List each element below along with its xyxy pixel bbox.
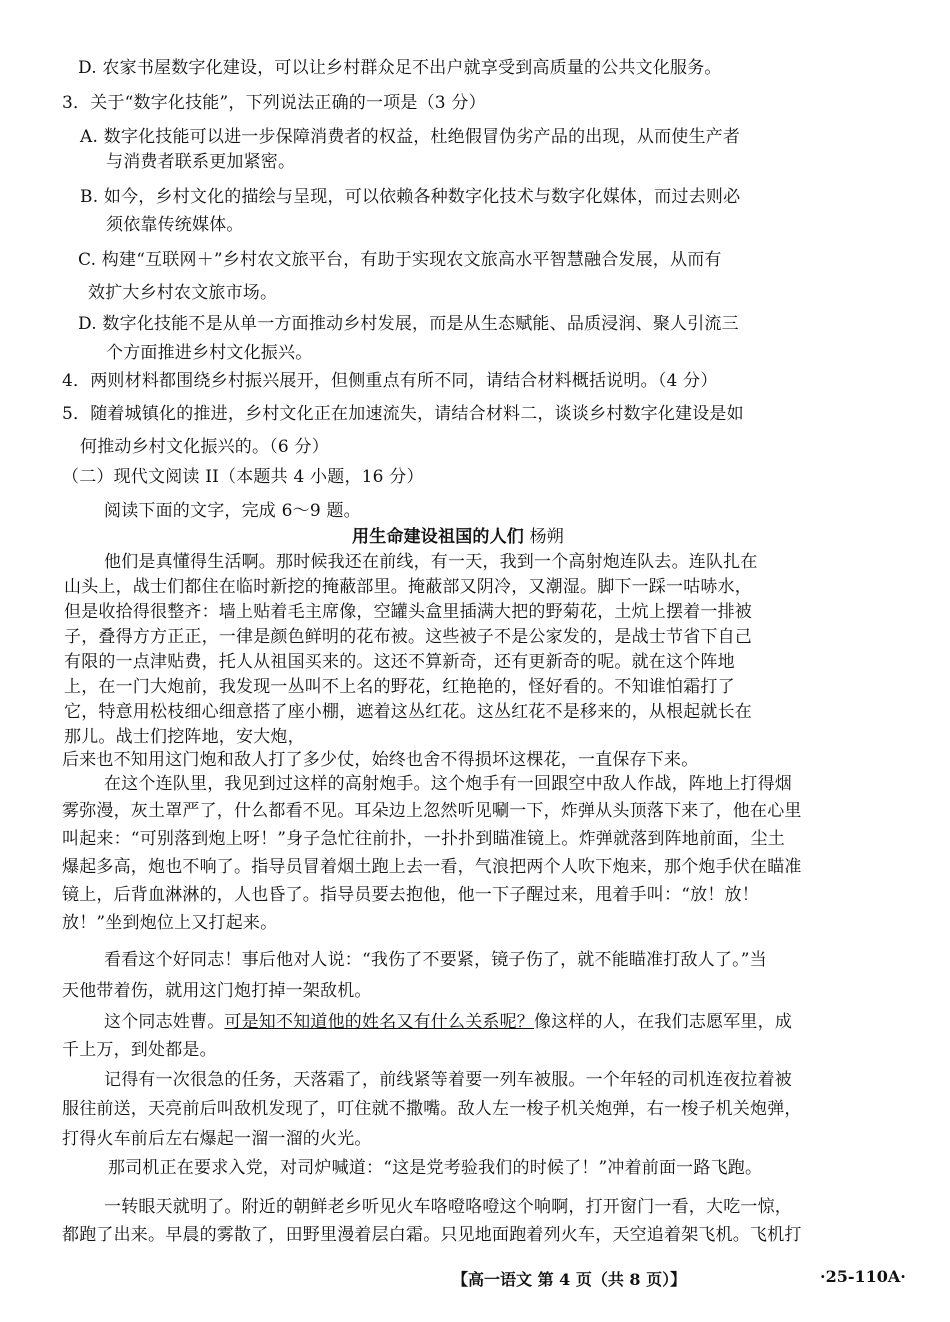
p1-line: 它，特意用松枝细心细意搭了座小棚，遮着这丛红花。这丛红花不是移来的，从根起就长在: [64, 702, 752, 722]
p2-line: 镜上，后背血淋淋的，人也昏了。指导员要去抱他，他一下子醒过来，甩着手叫：“放！放！: [62, 885, 759, 905]
underlined-sentence: 可是知不知道他的姓名又有什么关系呢？: [224, 1012, 535, 1032]
q5-line2: 何推动乡村文化振兴的。（6 分）: [80, 437, 329, 457]
p2-line: 叫起来：“可别落到炮上呀！”身子急忙往前扑，一扑扑到瞄准镜上。炸弹就落到阵地前面，尘土: [62, 829, 785, 849]
q3-option-c-line2: 效扩大乡村农文旅市场。: [88, 283, 278, 303]
p2-line: 雾弥漫，灰土罩严了，什么都看不见。耳朵边上忽然听见唰一下，炸弹从头顶落下来了，他在心里: [62, 801, 802, 821]
q3-option-b-line1: B. 如今，乡村文化的描绘与呈现，可以依赖各种数字化技术与数字化媒体，而过去则必: [80, 187, 741, 207]
p7-line: 都跑了出来。早晨的雾散了，田野里漫着层白霜。只见地面跑着列火车，天空追着架飞机。飞机打: [62, 1225, 802, 1245]
p1-line: 但是收拾得很整齐：墙上贴着毛主席像，空罐头盒里插满大把的野菊花，土炕上摆着一排被: [64, 602, 752, 622]
q3-option-b-line2: 须依靠传统媒体。: [106, 215, 244, 235]
p1-line: 他们是真懂得生活啊。那时候我还在前线，有一天，我到一个高射炮连队去。连队扎在: [104, 552, 758, 572]
passage-author: 杨朔: [529, 527, 565, 547]
q4: 4．两则材料都围绕乡村振兴展开，但侧重点有所不同，请结合材料概括说明。（4 分）: [62, 371, 718, 391]
p4-line1: [104, 1011, 792, 1033]
section-heading: （二）现代文阅读 II（本题共 4 小题，16 分）: [62, 467, 424, 487]
p5-line: 记得有一次很急的任务，天落霜了，前线紧等着要一列车被服。一个年轻的司机连夜拉着被: [104, 1070, 792, 1090]
p3-line: 看看这个好同志！事后他对人说：“我伤了不要紧，镜子伤了，就不能瞄准打敌人了。”当: [104, 950, 767, 970]
p6-line: 那司机正在要求入党，对司炉喊道：“这是党考验我们的时候了！”冲着前面一路飞跑。: [108, 1158, 763, 1178]
footer-page-info: 【高一语文 第 4 页（共 8 页）】: [452, 1270, 687, 1289]
p2-line: 放！”坐到炮位上又打起来。: [62, 913, 278, 933]
passage-title: 用生命建设祖国的人们: [352, 527, 524, 547]
p2-line: 在这个连队里，我见到过这样的高射炮手。这个炮手有一回跟空中敌人作战，阵地上打得烟: [104, 774, 792, 794]
p2-line: 爆起多高，炮也不响了。指导员冒着烟土跑上去一看，气浪把两个人吹下炮来，那个炮手伏在瞄准: [62, 857, 802, 877]
q3-option-a-line1: A. 数字化技能可以进一步保障消费者的权益，杜绝假冒伪劣产品的出现，从而使生产者: [80, 127, 741, 147]
p3-line: 天他带着伤，就用这门炮打掉一架敌机。: [62, 981, 372, 1001]
q3-option-c-line1: C. 构建“互联网＋”乡村农文旅平台，有助于实现农文旅高水平智慧融合发展，从而有: [78, 250, 722, 270]
p1-line: 山头上，战士们都住在临时新挖的掩蔽部里。掩蔽部又阴冷，又潮湿。脚下一踩一咕哧水，: [64, 577, 752, 597]
q3-stem: 3．关于“数字化技能”，下列说法正确的一项是（3 分）: [62, 93, 486, 113]
p1-line: 有限的一点津贴费，托人从祖国买来的。这还不算新奇，还有更新奇的呢。就在这个阵地: [64, 652, 735, 672]
p1-line: 后来也不知用这门炮和敌人打了多少仗，始终也舍不得损坏这棵花，一直保存下来。: [62, 750, 699, 770]
footer-code: ·25-110A·: [820, 1267, 906, 1286]
passage-title-line: [352, 526, 564, 548]
p4-post: 像这样的人，在我们志愿军里，成: [534, 1012, 793, 1032]
reading-instruction: 阅读下面的文字，完成 6～9 题。: [104, 501, 361, 521]
p1-line: 上，在一门大炮前，我发现一丛叫不上名的野花，红艳艳的，怪好看的。不知谁怕霜打了: [64, 677, 735, 697]
q2-option-d: D. 农家书屋数字化建设，可以让乡村群众足不出户就享受到高质量的公共文化服务。: [78, 58, 722, 78]
q5-line1: 5．随着城镇化的推进，乡村文化正在加速流失，请结合材料二，谈谈乡村数字化建设是如: [62, 404, 744, 424]
p7-line: 一转眼天就明了。附近的朝鲜老乡听见火车咯噔咯噔这个响啊，打开窗门一看，大吃一惊，: [104, 1197, 792, 1217]
p5-line: 服往前送，天亮前后叫敌机发现了，叮住就不撒嘴。敌人左一梭子机关炮弹，右一梭子机关炮弹，: [62, 1099, 802, 1119]
q3-option-a-line2: 与消费者联系更加紧密。: [106, 152, 296, 172]
p5-line: 打得火车前后左右爆起一溜一溜的火光。: [62, 1129, 372, 1149]
q3-option-d-line1: D. 数字化技能不是从单一方面推动乡村发展，而是从生态赋能、品质浸润、聚人引流三: [78, 314, 739, 334]
q3-option-d-line2: 个方面推进乡村文化振兴。: [106, 343, 313, 363]
p4-pre: 这个同志姓曹。: [104, 1012, 225, 1032]
p4-line2: 千上万，到处都是。: [62, 1040, 217, 1060]
p1-line: 子，叠得方方正正，一律是颜色鲜明的花布被。这些被子不是公家发的，是战士节省下自己: [64, 627, 752, 647]
p1-line: 那儿。战士们挖阵地，安大炮，: [64, 727, 305, 747]
